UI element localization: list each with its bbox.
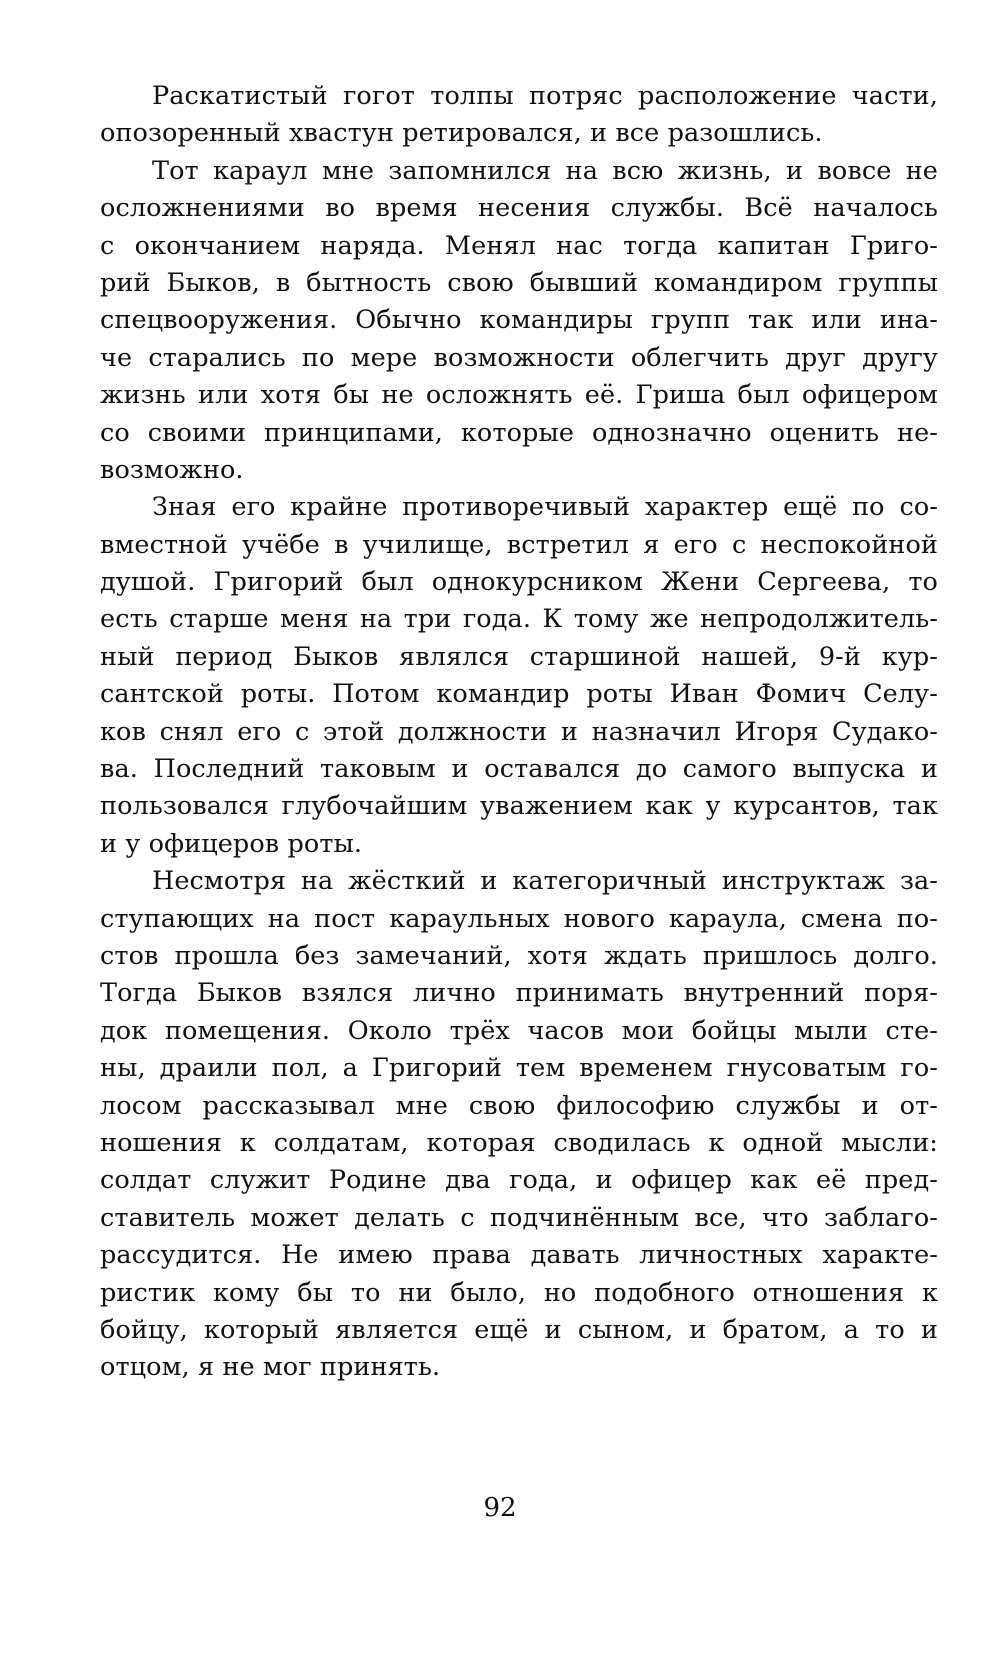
text-line: осложнениями во время несения службы. Всё началось: [100, 193, 938, 224]
text-line: ступающих на пост караульных нового караула, смена по-: [100, 903, 938, 934]
text-line: ставитель может делать с подчинённым все, что заблаго-: [100, 1202, 938, 1233]
text-line: стов прошла без замечаний, хотя ждать пришлось долго.: [100, 940, 938, 971]
text-line: лосом рассказывал мне свою философию службы и от-: [100, 1090, 938, 1121]
paragraph-1: [100, 78, 938, 153]
paragraph-4: [100, 863, 938, 1386]
text-line: душой. Григорий был однокурсником Жени Сергеева, то: [100, 567, 938, 598]
text-line: ношения к солдатам, которая сводилась к одной мысли:: [100, 1127, 938, 1158]
body-text: [100, 78, 938, 1387]
text-line: есть старше меня на три года. К тому же непродолжитель-: [100, 604, 938, 635]
text-line: Тот караул мне запомнился на всю жизнь, и вовсе не: [152, 155, 938, 186]
text-line: рассудится. Не имею права давать личностных характе-: [100, 1240, 938, 1271]
text-line: и у офицеров роты.: [100, 828, 363, 859]
text-line: возможно.: [100, 454, 244, 485]
text-line: ва. Последний таковым и оставался до самого выпуска и: [100, 754, 938, 785]
text-line: ков снял его с этой должности и назначил Игоря Судако-: [100, 716, 938, 747]
paragraph-2: [100, 153, 938, 490]
text-line: солдат служит Родине два года, и офицер как её пред-: [100, 1165, 938, 1196]
text-line: пользовался глубочайшим уважением как у курсантов, так: [100, 791, 938, 822]
text-line: ристик кому бы то ни было, но подобного отношения к: [100, 1277, 938, 1308]
text-line: Зная его крайне противоречивый характер ещё по со-: [152, 492, 938, 523]
text-line: вместной учёбе в училище, встретил я его с неспокойной: [100, 529, 938, 560]
text-line: с окончанием наряда. Менял нас тогда капитан Григо-: [100, 230, 938, 261]
text-line: сантской роты. Потом командир роты Иван Фомич Селу-: [100, 679, 938, 710]
text-line: Тогда Быков взялся лично принимать внутренний поря-: [100, 978, 938, 1009]
text-line: док помещения. Около трёх часов мои бойцы мыли сте-: [100, 1015, 938, 1046]
text-line: рий Быков, в бытность свою бывший командиром группы: [100, 267, 938, 298]
text-line: спецвооружения. Обычно командиры групп так или ина-: [100, 305, 938, 336]
page-number: 92: [483, 1493, 517, 1523]
text-line: отцом, я не мог принять.: [100, 1352, 441, 1383]
text-line: че старались по мере возможности облегчить друг другу: [100, 342, 938, 373]
text-line: Раскатистый гогот толпы потряс расположение части,: [152, 81, 938, 111]
text-line: опозоренный хвастун ретировался, и все разошлись.: [100, 118, 823, 149]
text-line: со своими принципами, которые однозначно оценить не-: [100, 417, 938, 448]
text-line: ны, драили пол, а Григорий тем временем гнусоватым го-: [100, 1053, 938, 1084]
text-line: ный период Быков являлся старшиной нашей, 9-й кур-: [100, 641, 938, 672]
text-line: жизнь или хотя бы не осложнять её. Гриша был офицером: [100, 380, 938, 411]
text-line: Несмотря на жёсткий и категоричный инструктаж за-: [152, 866, 938, 897]
paragraph-3: [100, 489, 938, 863]
text-line: бойцу, который является ещё и сыном, и братом, а то и: [100, 1314, 938, 1345]
